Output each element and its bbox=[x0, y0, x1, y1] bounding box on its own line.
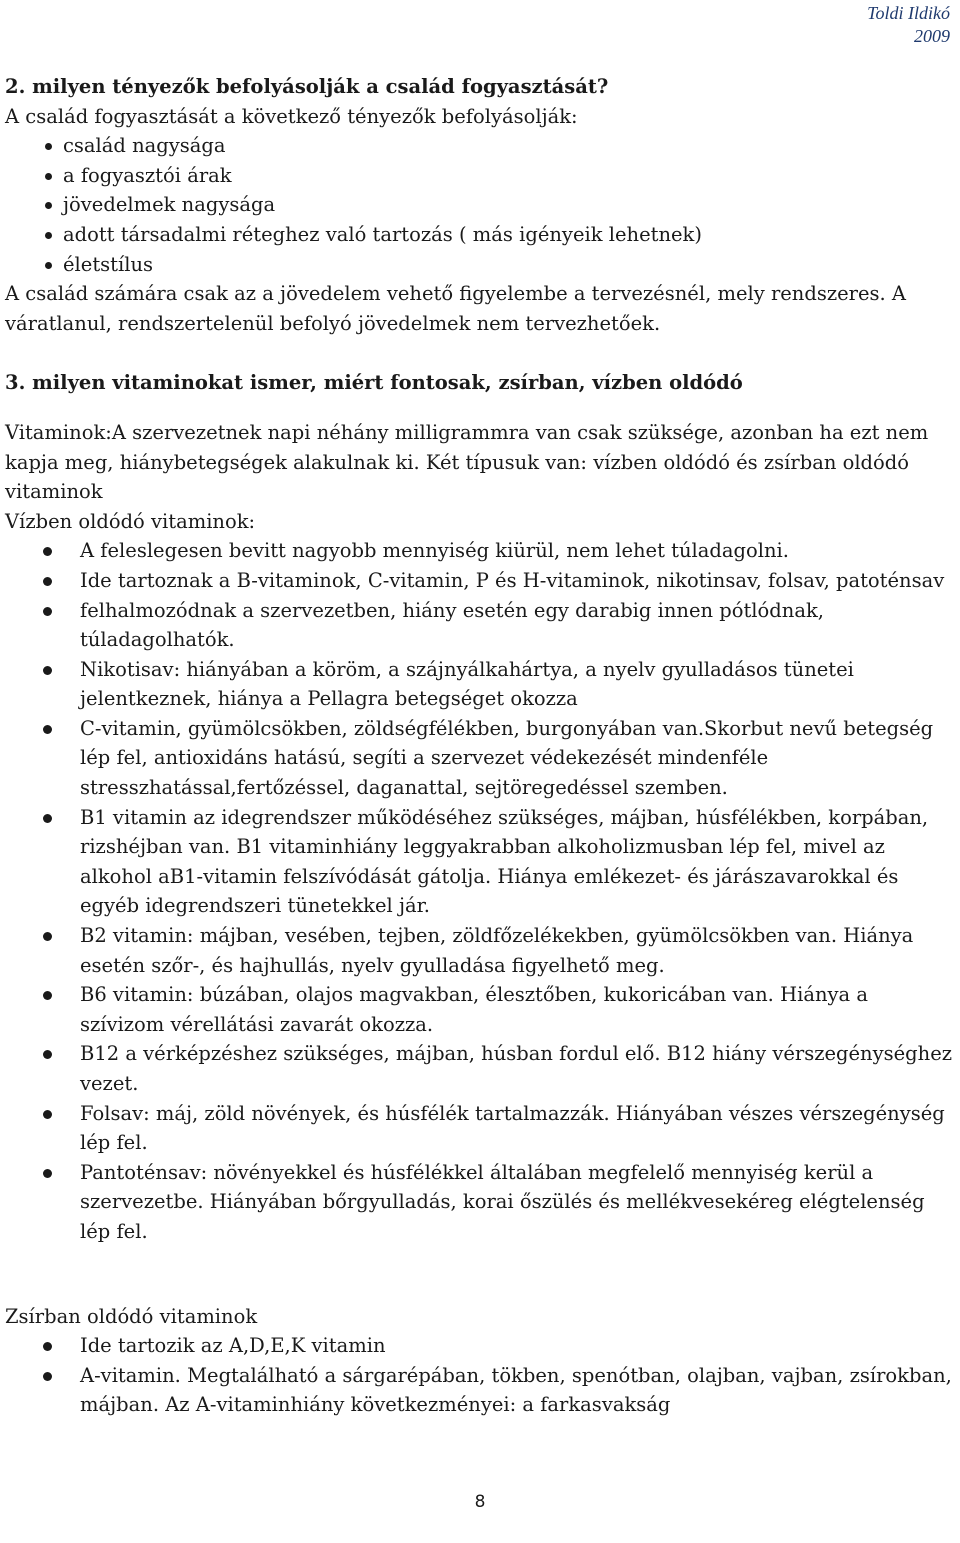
list-item: a fogyasztói árak bbox=[5, 161, 957, 191]
header-year: 2009 bbox=[914, 26, 950, 46]
list-item: C-vitamin, gyümölcsökben, zöldségfélékben, burgonyában van.Skorbut nevű betegség lép fel, antioxidáns hatású, segíti a szervezet védekezését mindenféle stresszhatással,fertőzéssel, daganattal, sejtöregedéssel szemben. bbox=[5, 714, 957, 803]
section-3-intro: Vitaminok:A szervezetnek napi néhány milligrammra van csak szüksége, azonban ha ezt nem kapja meg, hiánybetegségek alakulnak ki. Két típusuk van: vízben oldódó és zsírban oldódó vitaminok bbox=[5, 420, 929, 504]
list-item: A-vitamin. Megtalálható a sárgarépában, tökben, spenótban, olajban, vajban, zsírokban, májban. Az A-vitaminhiány következményei: a farkasvakság bbox=[5, 1361, 957, 1420]
list-item: jövedelmek nagysága bbox=[5, 190, 957, 220]
section-2-conclusion: A család számára csak az a jövedelem vehető figyelembe a tervezésnél, mely rendszeres. A váratlanul, rendszertelenül befolyó jövedelmek nem tervezhetőek. bbox=[5, 282, 907, 335]
list-item: Nikotisav: hiányában a köröm, a szájnyálkahártya, a nyelv gyulladásos tünetei jelentkeznek, hiánya a Pellagra betegséget okozza bbox=[5, 655, 957, 714]
list-item: B6 vitamin: búzában, olajos magvakban, élesztőben, kukoricában van. Hiánya a szívizom vérellátási zavarát okozza. bbox=[5, 980, 957, 1039]
water-soluble-title: Vízben oldódó vitaminok: bbox=[5, 509, 256, 533]
list-item: Folsav: máj, zöld növények, és húsfélék tartalmazzák. Hiányában vészes vérszegénység lép fel. bbox=[5, 1099, 957, 1158]
list-item: Ide tartoznak a B-vitaminok, C-vitamin, P és H-vitaminok, nikotinsav, folsav, patoténsav bbox=[5, 566, 957, 596]
factor-list bbox=[5, 131, 957, 279]
fat-soluble-list bbox=[5, 1331, 957, 1420]
document-body bbox=[5, 72, 957, 1420]
header-author: Toldi Ildikó bbox=[867, 3, 950, 23]
page-number: 8 bbox=[474, 1492, 486, 1512]
list-item: adott társadalmi réteghez való tartozás ( más igényeik lehetnek) bbox=[5, 220, 957, 250]
page-header bbox=[867, 2, 950, 48]
list-item: A feleslegesen bevitt nagyobb mennyiség kiürül, nem lehet túladagolni. bbox=[5, 536, 957, 566]
list-item: Ide tartozik az A,D,E,K vitamin bbox=[5, 1331, 957, 1361]
list-item: Pantoténsav: növényekkel és húsfélékkel általában megfelelő mennyiség kerül a szervezetbe. Hiányában bőrgyulladás, korai őszülés és mellékvesekéreg elégtelenség lép fel. bbox=[5, 1158, 957, 1247]
section-2-heading: 2. milyen tényezők befolyásolják a család fogyasztását? bbox=[5, 75, 609, 98]
water-soluble-list bbox=[5, 536, 957, 1246]
fat-soluble-title: Zsírban oldódó vitaminok bbox=[5, 1304, 258, 1328]
list-item: család nagysága bbox=[5, 131, 957, 161]
list-item: életstílus bbox=[5, 250, 957, 280]
list-item: B12 a vérképzéshez szükséges, májban, húsban fordul elő. B12 hiány vérszegénységhez vezet. bbox=[5, 1039, 957, 1098]
list-item: felhalmozódnak a szervezetben, hiány esetén egy darabig innen pótlódnak, túladagolhatók. bbox=[5, 596, 957, 655]
list-item: B2 vitamin: májban, vesében, tejben, zöldfőzelékekben, gyümölcsökben van. Hiánya esetén szőr-, és hajhullás, nyelv gyulladása figyelhető meg. bbox=[5, 921, 957, 980]
list-item: B1 vitamin az idegrendszer működéséhez szükséges, májban, húsfélékben, korpában, rizshéjban van. B1 vitaminhiány leggyakrabban alkoholizmusban lép fel, mivel az alkohol aB1-vitamin felszívódását gátolja. Hiánya emlékezet- és járászavarokkal és egyéb idegrendszeri tünetekkel jár. bbox=[5, 803, 957, 921]
section-3-heading: 3. milyen vitaminokat ismer, miért fontosak, zsírban, vízben oldódó bbox=[5, 371, 743, 395]
section-2-intro: A család fogyasztását a következő tényezők befolyásolják: bbox=[5, 104, 578, 128]
